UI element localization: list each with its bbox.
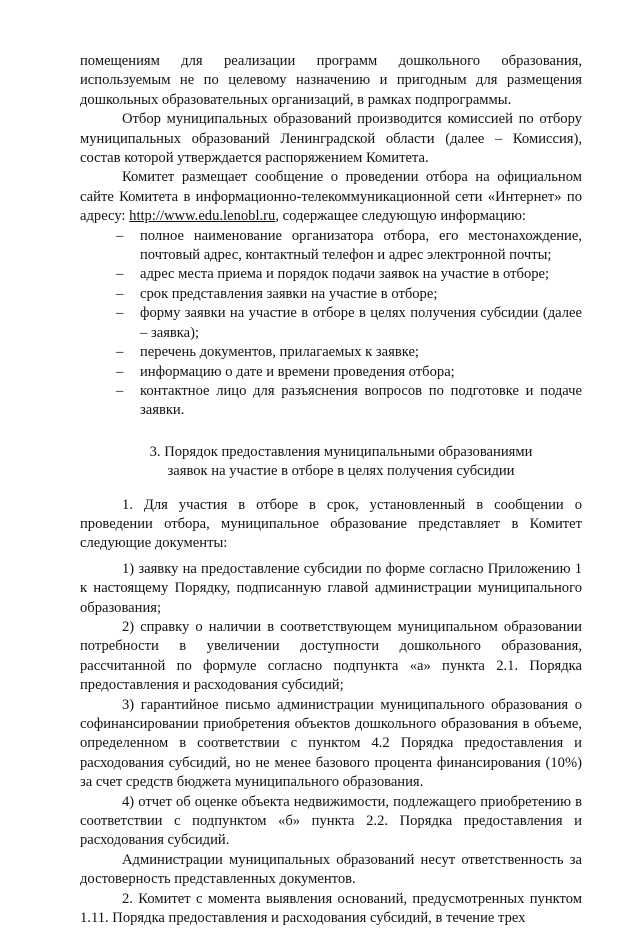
paragraph-document-1: 1) заявку на предоставление субсидии по форме согласно Приложению 1 к настоящему Порядку, подписанную главой администрации муниципального образования;	[80, 560, 582, 616]
list-item: – срок представления заявки на участие в отборе;	[80, 285, 582, 304]
section-heading-line-1: 3. Порядок предоставления муниципальными образованиями	[149, 443, 533, 460]
paragraph-announcement	[80, 168, 582, 226]
list-item: – полное наименование организатора отбора, его местонахождение, почтовый адрес, контактный телефон и адрес электронной почты;	[80, 227, 582, 266]
committee-site-link[interactable]: http://www.edu.lenobl.ru	[129, 208, 276, 225]
section-heading-line-2: заявок на участие в отборе в целях получения субсидии	[167, 463, 515, 480]
list-item: – информацию о дате и времени проведения отбора;	[80, 363, 582, 382]
paragraph-continuation: помещениям для реализации программ дошкольного образования, используемым не по целевому назначению и пригодным для размещения дошкольных образовательных организаций, в рамках подпрограммы.	[80, 53, 582, 108]
paragraph-section-2: 2. Комитет с момента выявления оснований, предусмотренных пунктом 1.11. Порядка предоставления и расходования субсидий, в течение трех	[80, 890, 582, 927]
paragraph-document-2: 2) справку о наличии в соответствующем муниципальном образовании потребности в увеличении доступности дошкольного образования, рассчитанной по формуле согласно подпункта «а» пункта 2.1. Порядка предоставления и расходования субсидий;	[80, 618, 582, 694]
paragraph-document-4: 4) отчет об оценке объекта недвижимости, подлежащего приобретению в соответствии с подпунктом «б» пункта 2.2. Порядка предоставления и расходования субсидий.	[80, 793, 582, 849]
list-item: – адрес места приема и порядок подачи заявок на участие в отборе;	[80, 265, 582, 284]
paragraph-responsibility: Администрации муниципальных образований несут ответственность за достоверность представленных документов.	[80, 851, 582, 888]
list-item: – контактное лицо для разъяснения вопросов по подготовке и подаче заявки.	[80, 382, 582, 421]
announcement-text-before: Комитет размещает сообщение о проведении отбора на официальном сайте Комитета в информационно-телекоммуникационной сети «Интернет» по адресу:	[80, 169, 582, 225]
announcement-info-list	[80, 227, 582, 421]
paragraph-document-3: 3) гарантийное письмо администрации муниципального образования о софинансировании приобретения объектов дошкольного образования в объеме, определенном в соответствии с пунктом 4.2 Порядка предоставления и расходования субсидий, но не менее базового процента финансирования (10%) за счет средств бюджета муниципального образования.	[80, 696, 582, 791]
paragraph-commission: Отбор муниципальных образований производится комиссией по отбору муниципальных образований Ленинградской области (далее – Комиссия), состав которой утверждается распоряжением Комитета.	[80, 111, 582, 167]
paragraph-section-1: 1. Для участия в отборе в срок, установленный в сообщении о проведении отбора, муниципальное образование представляет в Комитет следующие документы:	[80, 496, 582, 552]
list-item: – форму заявки на участие в отборе в целях получения субсидии (далее – заявка);	[80, 304, 582, 343]
list-item: – перечень документов, прилагаемых к заявке;	[80, 343, 582, 362]
section-heading	[80, 443, 582, 482]
announcement-text-after: , содержащее следующую информацию:	[275, 208, 526, 225]
